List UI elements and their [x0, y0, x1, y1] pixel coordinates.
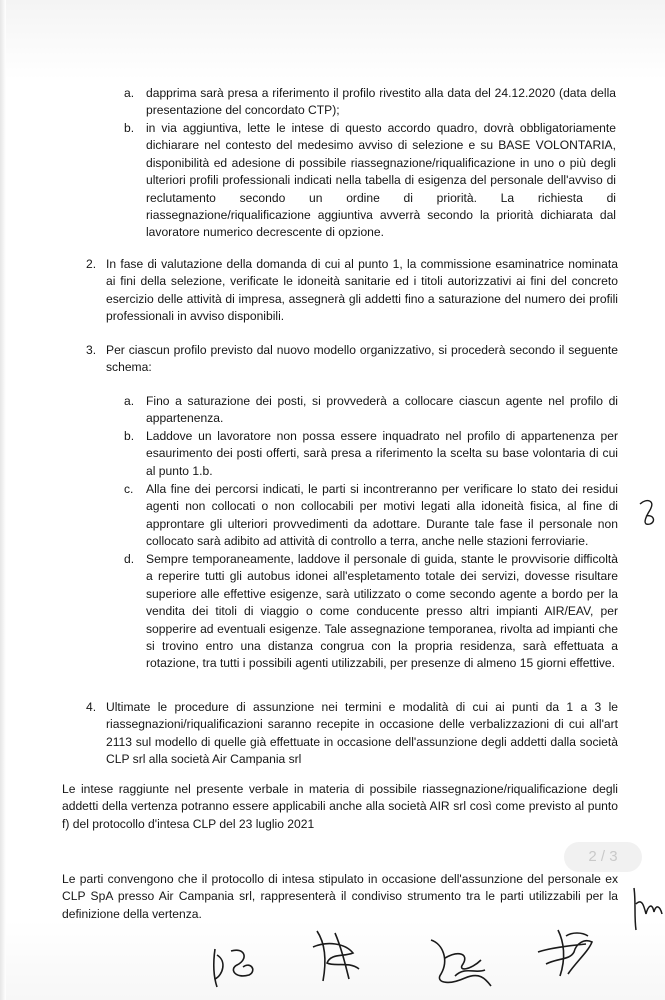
paragraph-protocollo: Le parti convengono che il protocollo di intesa stipulato in occasione dell'assunzione del personale ex CLP SpA presso Air Campania srl, rappresenterà il condiviso strumento tra le parti utilizzabili per la definizione della vertenza.: [62, 872, 618, 921]
signature-1: [205, 935, 263, 993]
signature-4: [530, 922, 600, 982]
item-3a-marker: a.: [124, 394, 135, 408]
point-2-marker: 2.: [86, 257, 97, 271]
point-2-text: In fase di valutazione della domanda di cui al punto 1, la commissione esaminatrice nominata ai fini della selezione, verificate le idoneità sanitarie ed i titoli autorizzativi ai fini del concreto esercizio delle attività di impresa, assegnerà gli addetti fino a saturazione del numero dei profili professionali in avviso disponibili.: [106, 257, 618, 324]
point-3-marker: 3.: [86, 343, 97, 357]
item-3d-marker: d.: [124, 552, 135, 566]
point-4-text: Ultimate le procedure di assunzione nei termini e modalità di cui ai punti da 1 a 3 le riassegnazioni/riqualificazioni saranno recepite in occasione delle verbalizzazioni di cui all'art 2113 sul modello di quelle già effettuate in occasione dell'assunzione degli addetti dalla società CLP srl alla società Air Campania srl: [106, 700, 618, 767]
point-4-marker: 4.: [86, 700, 97, 714]
item-1b-marker: b.: [124, 121, 135, 135]
item-3a-text: Fino a saturazione dei posti, si provvederà a collocare ciascun agente nel profilo di appartenenza.: [146, 394, 618, 426]
item-3c-marker: c.: [124, 482, 134, 496]
item-3c-text: Alla fine dei percorsi indicati, le parti si incontreranno per verificare lo stato dei residui agenti non collocati o non collocabili per motivi legati alla idoneità fisica, al fine di approntare gli ulteriori provvedimenti da adottare. Durante tale fase il personale non collocato sarà adibito ad attività di controllo a terra, anche nelle stazioni ferroviarie.: [146, 482, 618, 549]
signature-2: [305, 923, 367, 989]
page-edge-shadow: [0, 0, 6, 1000]
item-1a-marker: a.: [124, 86, 135, 100]
item-3b-marker: b.: [124, 429, 135, 443]
paragraph-intese: Le intese raggiunte nel presente verbale in materia di possibile riassegnazione/riqualificazione degli addetti della vertenza potranno essere applicabili anche alla società AIR srl così come previsto al punto f) del protocollo d'intesa CLP del 23 luglio 2021: [62, 782, 618, 831]
item-3d-text: Sempre temporaneamente, laddove il personale di guida, stante le provvisorie difficoltà a reperire tutti gli autobus idonei all'espletamento totale dei servizi, dovesse risultare superiore alle effettive esigenze, sarà utilizzato o come secondo agente a bordo per la vendita dei titoli di viaggio o come conducente presso altri impianti AIR/EAV, per sopperire ad eventuali esigenze. Tale assegnazione temporanea, rivolta ad impianti che si trovino entro una distanza congrua con la propria residenza, sarà effettuata a rotazione, tra tutti i possibili agenti utilizzabili, per presenze di almeno 15 giorni effettive.: [146, 552, 618, 671]
point-3-text: Per ciascun profilo previsto dal nuovo modello organizzativo, si procederà secondo il seguente schema:: [106, 343, 618, 375]
margin-initial-signature: [636, 496, 662, 530]
signature-3: [425, 930, 495, 992]
item-1b-text: in via aggiuntiva, lette le intese di questo accordo quadro, dovrà obbligatoriamente dichiarare nel contesto del medesimo avviso di selezione e su BASE VOLONTARIA, disponibilità ed adesione di possibile riassegnazione/riqualificazione in uno o più degli ulteriori profili professionali indicati nella tabella di esigenza del personale dell'avviso di reclutamento secondo un ordine di priorità. La richiesta di riassegnazione/riqualificazione aggiuntiva avverrà secondo la priorità dichiarata dal lavoratore numerico decrescente di opzione.: [146, 121, 616, 240]
margin-signature-partial: [630, 884, 664, 934]
page-indicator: 2 / 3: [564, 842, 642, 872]
item-1a-text: dapprima sarà presa a riferimento il profilo rivestito alla data del 24.12.2020 (data della presentazione del concordato CTP);: [146, 86, 616, 118]
item-3b-text: Laddove un lavoratore non possa essere inquadrato nel profilo di appartenenza per esaurimento dei posti offerti, sarà presa a riferimento la scelta su base volontaria di cui al punto 1.b.: [146, 429, 618, 478]
